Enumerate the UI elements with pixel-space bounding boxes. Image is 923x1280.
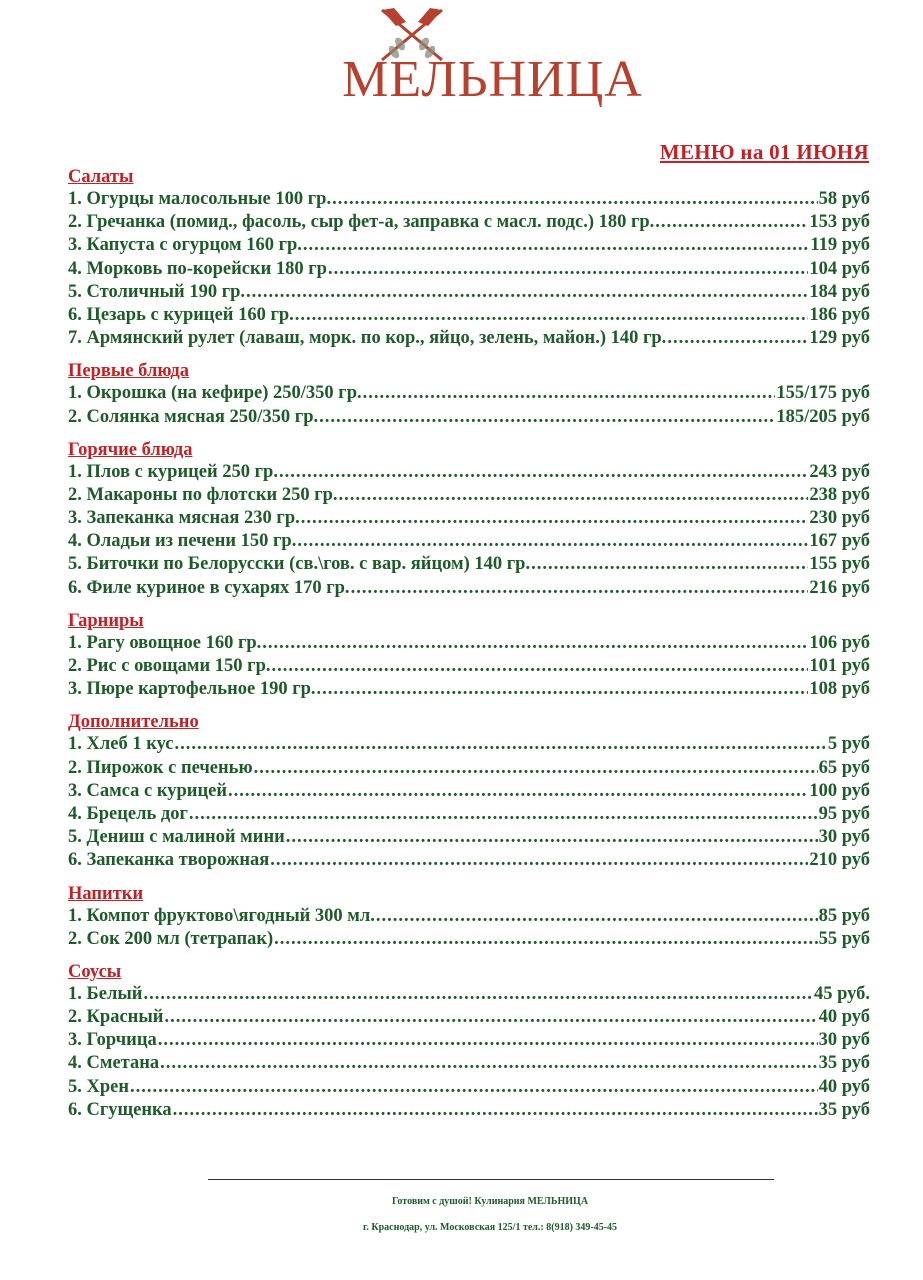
menu-item-name: 4. Сметана: [68, 1053, 160, 1074]
section-title: Первые блюда: [68, 361, 190, 382]
section-title: Горячие блюда: [68, 439, 193, 460]
menu-item-name: 1. Хлеб 1 кус: [68, 734, 174, 755]
dot-leader: [317, 678, 809, 701]
menu-item-name: 2. Красный: [68, 1007, 164, 1028]
menu-item-name: 6. Сгущенка: [68, 1099, 172, 1120]
menu-item-price: 104 руб: [809, 258, 870, 279]
menu-item: [68, 1052, 870, 1075]
menu-item-name: 6. Запеканка творожная: [68, 850, 270, 871]
menu-item-name: 4. Морковь по-корейски 180 гр: [68, 258, 327, 279]
menu-item-price: 108 руб: [809, 679, 870, 700]
menu-item: [68, 304, 870, 327]
menu-item: [68, 849, 870, 872]
dot-leader: [339, 484, 809, 507]
menu-item-price: 40 руб: [818, 1076, 870, 1097]
page-title: МЕНЮ на 01 ИЮНЯ: [659, 140, 869, 164]
section-title: Напитки: [68, 883, 144, 904]
menu-item: [68, 327, 870, 350]
menu-item-name: 2. Гречанка (помид., фасоль, сыр фет-а, заправка с масл. подс.) 180 гр.: [68, 212, 655, 233]
menu-section: [68, 166, 870, 350]
menu-section: [68, 711, 870, 872]
menu-item-name: 5. Дениш с малиной мини: [68, 827, 285, 848]
menu-item-price: 100 руб: [809, 780, 870, 801]
menu-section: [68, 883, 870, 951]
menu-item-price: 155/175 руб: [776, 383, 870, 404]
menu-item: [68, 507, 870, 530]
menu-item: [68, 211, 870, 234]
menu-item-name: 2. Макароны по флотски 250 гр.: [68, 484, 338, 505]
menu-item-name: 5. Биточки по Белорусски (св.\гов. с вар. яйцом) 140 гр.: [68, 554, 531, 575]
menu-section: [68, 961, 870, 1122]
menu-item-name: 3. Самса с курицей: [68, 780, 227, 801]
dot-leader: [254, 757, 818, 780]
menu-item-price: 95 руб: [818, 803, 870, 824]
dot-leader: [351, 577, 809, 600]
menu-item: [68, 484, 870, 507]
menu-item-price: 30 руб: [818, 827, 870, 848]
menu-item-name: 6. Филе куриное в сухарях 170 гр.: [68, 577, 350, 598]
section-title: Соусы: [68, 961, 122, 982]
menu-item: [68, 1076, 870, 1099]
dot-leader: [303, 234, 809, 257]
menu-item-name: 5. Столичный 190 гр.: [68, 281, 246, 302]
menu-section: [68, 360, 870, 428]
menu-item: [68, 632, 870, 655]
menu-item-name: 2. Сок 200 мл (тетрапак): [68, 928, 274, 949]
menu-item-price: 101 руб: [809, 656, 870, 676]
menu-item: [68, 258, 870, 281]
menu-section: [68, 610, 870, 702]
menu-item-name: 1. Белый: [68, 983, 143, 1004]
dot-leader: [332, 188, 817, 211]
dot-leader: [189, 803, 818, 826]
menu-item-name: 3. Горчица: [68, 1030, 157, 1051]
dot-leader: [319, 406, 775, 429]
dot-leader: [228, 780, 808, 803]
menu-item-name: 5. Хрен: [68, 1076, 130, 1097]
dot-leader: [262, 632, 808, 655]
menu-item: [68, 577, 870, 600]
dot-leader: [164, 1006, 817, 1029]
menu-item-price: 243 руб: [809, 461, 870, 482]
menu-item: [68, 678, 870, 701]
menu-item: [68, 188, 870, 211]
menu-item: [68, 983, 870, 1006]
menu-item: [68, 530, 870, 553]
menu-item-name: 1. Огурцы малосольные 100 гр.: [68, 189, 332, 209]
menu-item: [68, 1099, 870, 1122]
menu-item: [68, 655, 870, 678]
menu-item-name: 1. Компот фруктово\ягодный 300 мл.: [68, 905, 375, 926]
menu-item-price: 58 руб: [818, 189, 870, 209]
menu-item-price: 35 руб: [818, 1053, 870, 1074]
menu-item-name: 3. Запеканка мясная 230 гр.: [68, 508, 300, 529]
footer-divider: [208, 1179, 774, 1180]
dot-leader: [173, 1099, 818, 1122]
menu-item: [68, 1029, 870, 1052]
dot-leader: [297, 530, 808, 553]
dot-leader: [655, 211, 808, 234]
dot-leader: [158, 1029, 818, 1052]
menu-item-price: 238 руб: [809, 484, 870, 505]
dot-leader: [274, 928, 817, 951]
menu-item-price: 153 руб: [809, 212, 870, 233]
menu-item-price: 185/205 руб: [776, 406, 870, 427]
dot-leader: [295, 304, 809, 327]
menu-section: [68, 439, 870, 600]
menu-item-price: 55 руб: [818, 928, 870, 949]
menu-item: [68, 757, 870, 780]
dot-leader: [667, 327, 808, 350]
menu-item: [68, 382, 870, 405]
logo: [320, 4, 665, 108]
menu-item-name: 6. Цезарь с курицей 160 гр.: [68, 304, 294, 325]
dot-leader: [270, 849, 808, 872]
menu-item-price: 119 руб: [810, 235, 870, 256]
section-title: Салаты: [68, 167, 134, 187]
menu-item-price: 184 руб: [809, 281, 870, 302]
menu-item-price: 186 руб: [809, 304, 870, 325]
menu-item-price: 45 руб.: [813, 983, 870, 1004]
menu-item-price: 230 руб: [809, 508, 870, 529]
dot-leader: [279, 461, 808, 484]
menu-item: [68, 905, 870, 928]
menu-item-name: 3. Пюре картофельное 190 гр.: [68, 679, 316, 700]
menu-item-price: 167 руб: [809, 531, 870, 552]
menu-item-name: 2. Пирожок с печенью: [68, 757, 253, 778]
menu-item-price: 216 руб: [809, 577, 870, 598]
dot-leader: [376, 905, 818, 928]
menu-item-name: 2. Рис с овощами 150 гр.: [68, 656, 271, 676]
menu-item: [68, 234, 870, 257]
menu-item: [68, 733, 870, 756]
dot-leader: [143, 983, 813, 1006]
menu-item-name: 4. Брецель дог: [68, 803, 188, 824]
menu-item-price: 30 руб: [818, 1030, 870, 1051]
dot-leader: [531, 553, 808, 576]
dot-leader: [130, 1076, 818, 1099]
menu-item: [68, 826, 870, 849]
section-title: Гарниры: [68, 610, 144, 631]
logo-text: МЕЛЬНИЦА: [342, 51, 643, 108]
footer-address: г. Краснодар, ул. Московская 125/1 тел.: 8(918) 349-45-45: [362, 1222, 618, 1233]
menu-item-name: 1. Рагу овощное 160 гр.: [68, 632, 262, 653]
dot-leader: [160, 1052, 817, 1075]
menu-item: [68, 281, 870, 304]
dot-leader: [301, 507, 809, 530]
menu-item: [68, 928, 870, 951]
menu-item-price: 210 руб: [809, 850, 870, 871]
menu-item-price: 35 руб: [818, 1099, 870, 1120]
footer-slogan: Готовим с душой! Кулинария МЕЛЬНИЦА: [391, 1196, 589, 1207]
menu-item-name: 1. Окрошка (на кефире) 250/350 гр.: [68, 383, 362, 404]
dot-leader: [328, 258, 808, 281]
menu-item-name: 4. Оладьи из печени 150 гр.: [68, 531, 297, 552]
menu-item-price: 40 руб: [818, 1007, 870, 1028]
menu-item-price: 129 руб: [809, 328, 870, 349]
dot-leader: [271, 655, 808, 678]
menu-content: [68, 166, 870, 1132]
menu-item: [68, 406, 870, 429]
menu-item-price: 155 руб: [809, 554, 870, 575]
menu-item-price: 85 руб: [818, 905, 870, 926]
menu-item: [68, 461, 870, 484]
menu-item-name: 7. Армянский рулет (лаваш, морк. по кор., яйцо, зелень, майон.) 140 гр.: [68, 328, 667, 349]
dot-leader: [175, 733, 827, 756]
menu-item-name: 2. Солянка мясная 250/350 гр.: [68, 406, 319, 427]
menu-item-price: 5 руб: [827, 734, 870, 755]
dot-leader: [286, 826, 818, 849]
menu-item: [68, 553, 870, 576]
dot-leader: [246, 281, 808, 304]
menu-item-name: 1. Плов с курицей 250 гр.: [68, 461, 278, 482]
menu-item-name: 3. Капуста с огурцом 160 гр.: [68, 235, 302, 256]
menu-item: [68, 803, 870, 826]
menu-item-price: 65 руб: [818, 757, 870, 778]
menu-item: [68, 780, 870, 803]
dot-leader: [363, 382, 776, 405]
menu-item: [68, 1006, 870, 1029]
section-title: Дополнительно: [68, 712, 199, 733]
menu-item-price: 106 руб: [809, 632, 870, 653]
